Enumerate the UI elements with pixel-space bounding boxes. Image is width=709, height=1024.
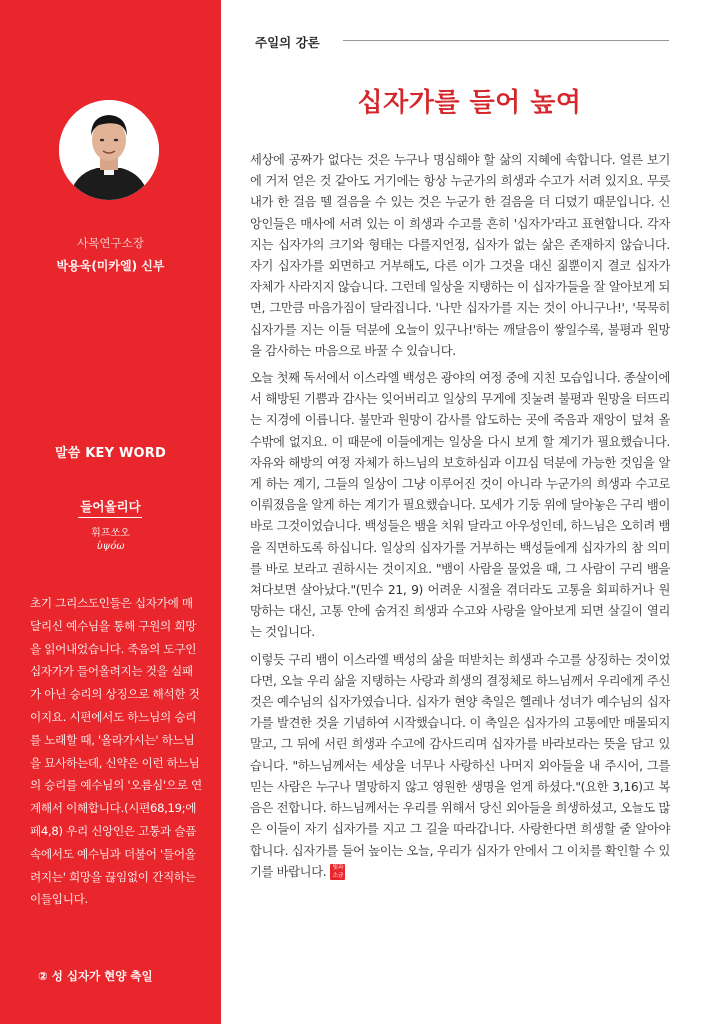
keyword-divider: [78, 517, 142, 518]
paragraph-3: [250, 650, 670, 883]
priest-portrait-icon: [59, 100, 159, 200]
keyword-explanation: 초기 그리스도인들은 십자가에 매달리신 예수님을 통해 구원의 희망을 읽어내었습니다. 죽음의 도구인 십자가가 들어올려지는 것을 실패가 아닌 승리의 상징으로 해석한 것이지요. 시편에서도 하느님의 승리를 노래할 때, '올라가시는' 하느님을 묘사하는데, 신약은 이런 하느님의 승리를 예수님의 '오름심'으로 연계해서 이해합니다.(시편68,19;에페4,8) 우리 신앙인은 고통과 슬픔 속에서도 예수님과 더불어 '들어올려지는' 희망을 끊임없이 간직하는 이들입니다.: [30, 596, 202, 907]
end-mark-logo: 빛과 소금: [330, 864, 345, 880]
paragraph-3-text: 이렇듯 구리 뱀이 이스라엘 백성의 삶을 떠받치는 희생과 수고를 상징하는 것이었다면, 오늘 우리 삶을 지탱하는 사랑과 희생의 결정체로 하느님께서 우리에게 주신 것은 예수님의 십자가였습니다. 십자가 현양 축일은 헬레나 성녀가 예수님의 십자가를 발견한 것을 기념하여 시작했습니다. 이 축일은 십자가의 고통에만 매몰되지 말고, 그 뒤에 서린 희생과 수고에 감사드리며 십자가를 바라보라는 뜻을 담고 있습니다. "하느님께서는 세상을 너무나 사랑하신 나머지 외아들을 내 주시어, 그를 믿는 사람은 누구나 멸망하지 않고 영원한 생명을 얻게 하셨다."(요한 3,16)고 복음은 전합니다. 하느님께서는 우리를 위해서 당신 외아들을 희생하셨고, 오늘도 많은 이들이 자기 십자가를 지고 그 길을 따라갑니다. 사랑한다면 희생할 줄 알아야 합니다. 십자가를 들어 높이는 오늘, 우리가 십자가 안에서 그 이치를 확인할 수 있기를 바랍니다.: [250, 652, 670, 879]
author-role: 사목연구소장: [77, 236, 144, 250]
keyword-heading: 말씀 KEY WORD: [55, 446, 166, 461]
keyword-greek: ὑψόω: [96, 541, 125, 552]
section-label: 주일의 강론: [255, 35, 320, 50]
keyword-word: 들어올리다: [80, 499, 141, 514]
author-name: 박용욱(미카엘) 신부: [56, 259, 165, 273]
keyword-transliteration: 휘프쏘오: [91, 528, 130, 539]
article-body: [250, 150, 670, 889]
section-divider: [343, 40, 669, 41]
author-photo: [59, 100, 159, 200]
sidebar: [0, 0, 221, 1024]
article-title: 십자가를 들어 높여: [357, 88, 582, 118]
paragraph-1: 세상에 공짜가 없다는 것은 누구나 명심해야 할 삶의 지혜에 속합니다. 얼른 보기에 거저 얻은 것 같아도 거기에는 항상 누군가의 희생과 수고가 서려 있지요. 무릇 내가 한 걸음 뗄 걸음을 수 있는 것은 누군가 한 걸음을 더 디뎠기 때문입니다. 신앙인들은 매사에 서려 있는 이 희생과 수고를 흔히 '십자가'라고 표현합니다. 각자 지는 십자가의 크기와 형태는 다를지언정, 십자가 없는 삶은 존재하지 않습니다. 자기 십자가를 외면하고 거부해도, 다른 이가 그것을 대신 짊뿐이지 결코 십자가 자체가 사라지지 않습니다. 그런데 일상을 지탱하는 이 십자가들을 잘 알아보게 되면, 그만큼 마음가짐이 달라집니다. '나만 십자가를 지는 것이 아니구나!', '묵묵히 십자가를 지는 이들 덕분에 오늘이 있구나!'하는 깨달음이 쌓일수록, 불평과 원망을 감사하는 마음으로 바꿀 수 있습니다.: [250, 153, 670, 358]
feast-label: ② 성 십자가 현양 축일: [38, 969, 153, 983]
paragraph-2: 오늘 첫째 독서에서 이스라엘 백성은 광야의 여정 중에 지친 모습입니다. 종살이에서 해방된 기쁨과 감사는 잊어버리고 일상의 무게에 짓눌려 불평과 원망을 터뜨리는 지경에 이릅니다. 불만과 원망이 감사를 압도하는 곳에 죽음과 재앙이 덮쳐 올 수밖에 없지요. 이 때문에 이들에게는 일상을 다시 보게 할 계기가 필요했습니다. 자유와 해방의 여정 자체가 하느님의 보호하심과 이끄심 덕분에 가능한 것임을 알게 하는 계기, 그들의 일상이 그냥 이루어진 것이 아니라 누군가의 희생과 수고로 이뤄졌음을 알게 하는 계기가 필요했습니다. 모세가 기둥 위에 달아놓은 구리 뱀이 바로 그것이었습니다. 백성들은 뱀을 치워 달라고 아우성인데, 하느님은 오히려 뱀을 직면하도록 하십니다. 일상의 십자가를 거부하는 백성들에게 십자가의 참 의미를 바로 보라고 권하시는 것이지요. "뱀이 사람을 물었을 때, 그 사람이 구리 뱀을 쳐다보면 살아났다."(민수 21, 9) 어려운 시절을 겪더라도 고통을 회피하거나 원망하는 대신, 고통 안에 숨겨진 희생과 수고와 사랑을 알아보게 되면 살길이 열리는 것입니다.: [250, 371, 670, 640]
